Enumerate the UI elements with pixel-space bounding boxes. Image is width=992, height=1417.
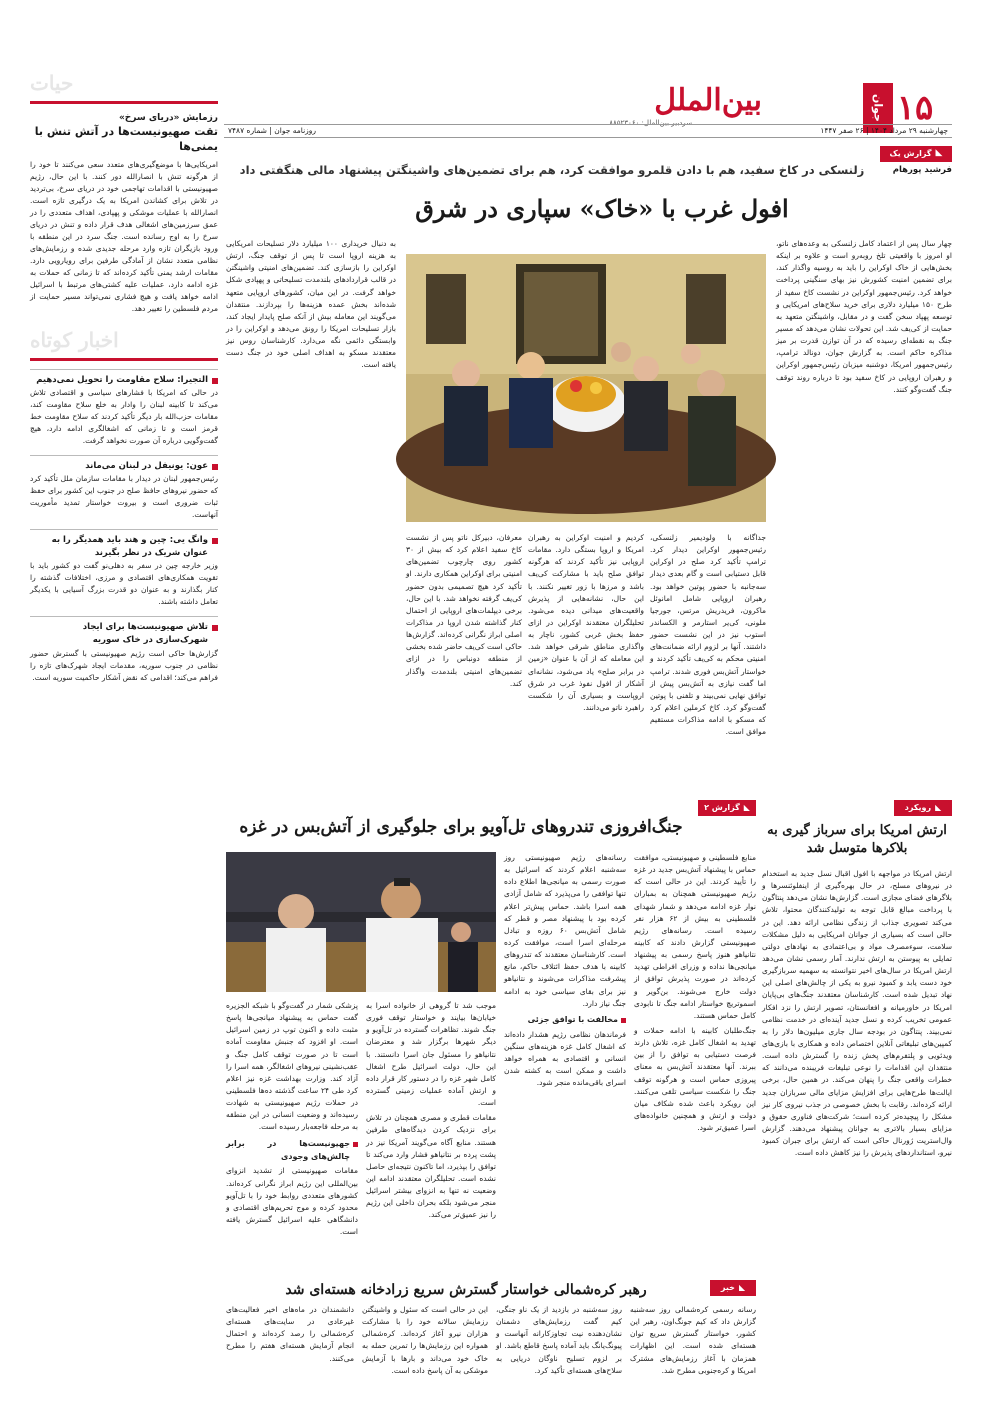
report-tag: ◣ گزارش یک [880,146,952,162]
nk-story [226,1280,756,1375]
sidebar-title: تقت صهیونیست‌ها در آتش تنش با یمنی‌ها [34,124,218,153]
nk-column-3: این در حالی است که سئول و واشینگتن رزمایش سالانه خود را با مشارکت هزاران نیرو آغاز کرده‌اند. کره‌شمالی همواره این رزمایش‌ها را تمرین حمله به خاک خود می‌داند و بارها با آزمایش موشکی به آن پاسخ داده است. [362,1305,488,1375]
bullet-icon [212,464,218,470]
nk-column-1: رسانه رسمی کره‌شمالی روز سه‌شنبه گزارش داد که کیم جونگ‌اون، رهبر این کشور، خواستار گسترش سریع توان هسته‌ای شده است. این اظهارات همزمان با آغاز رزمایش‌های مشترک امریکا و کره‌جنوبی مطرح شد. [630,1305,756,1375]
section-editor: سردبیر بین‌الملل: ۸۸۵۲۳۰۶۰ [609,119,692,127]
lead-headline: افول غرب با «خاک» سپاری در شرق [415,194,789,223]
brief-title: عون: یونیفل در لبنان می‌ماند [30,455,218,473]
gaza-column-1: منابع فلسطینی و صهیونیستی، موافقت حماس با پیشنهاد آتش‌بس جدید در غزه را تأیید کردند. این در حالی است که رژیم صهیونیستی همچنان به بمباران نوار غزه ادامه می‌دهد و شمار شهدای فلسطینی به بیش از ۶۲ هزار نفر رسیده است. رسانه‌های رژیم صهیونیستی گزارش دادند که کابینه نتانیاهو هنوز پاسخ رسمی به پیشنهاد میانجی‌ها نداده و وزرای افراطی تهدید کرده‌اند در صورت پذیرش توافق از دولت خارج می‌شوند. بن‌گویر و اسموتریچ خواستار ادامه جنگ تا نابودی کامل حماس هستند. جنگ‌طلبان کابینه با ادامه حملات و تهدید به اشغال کامل غزه، تلاش دارند فرصت دستیابی به توافق را از بین ببرند. آنها معتقدند آتش‌بس به معنای پیروزی حماس است و هرگونه توقف جنگ را شکست سیاسی تلقی می‌کنند. این رویکرد باعث شده شکاف میان دولت و ارتش و همچنین خانواده‌های اسرا عمیق‌تر شود. [634,853,756,1133]
sidebar [30,68,218,684]
nk-tag: ◣ خبر [710,1280,756,1296]
brief-text: در حالی که امریکا با فشارهای سیاسی و اقتصادی تلاش می‌کند تا کابینه لبنان را وادار به خلع سلاح مقاومت کند، مقامات حزب‌الله بار دیگر تأکید کردند که سلاح مقاومت خط قرمز است و تا زمانی که اشغالگری ادامه دارد، هیچ گفت‌وگویی درباره آن صورت نخواهد گرفت. [30,387,218,445]
knesset-ministers-photo [226,852,496,992]
arrow-icon: ◣ [743,802,750,812]
gaza-story [226,800,756,1270]
arrow-icon: ◣ [935,802,942,812]
gaza-subhead-2: جهیونیست‌ها در برابر چالش‌های وجودی [226,1138,358,1164]
brief-text: گزارش‌ها حاکی است رژیم صهیونیستی با گسترش حضور نظامی در جنوب سوریه، مقدمات ایجاد شهرک‌های تازه را فراهم می‌کند؛ اقدامی که نقض آشکار حاکمیت سوریه است. [30,648,218,682]
army-story [762,800,952,1370]
army-tag: ◣ رویکرد [894,800,952,816]
arrow-icon: ◣ [935,148,943,159]
page-number: ۱۵ [896,87,934,128]
lead-column-4: معرفان، دبیرکل ناتو پس از نشست کاخ سفید اعلام کرد که بیش از ۳۰ کشور روی چارچوب تضمین‌های امنیتی برای اوکراین همکاری دارند. او تأکید کرد هیچ تصمیمی بدون حضور کی‌یف گرفته نخواهد شد. با این حال، برخی دیپلمات‌های اروپایی از احتمال کنار گذاشته شدن اروپا در مذاکرات اصلی ابراز نگرانی کرده‌اند. گزارش‌ها حاکی است کی‌یف حاضر شده بخشی از منطقه دونباس را در ازای تضمین‌های امنیتی بلندمدت واگذار کند. [406,533,522,688]
brief-text: رئیس‌جمهور لبنان در دیدار با مقامات سازمان ملل تأکید کرد که حضور نیروهای حافظ صلح در جنوب این کشور برای حفظ ثبات ضروری است و بیروت خواستار تمدید مأموریت آنهاست. [30,473,218,519]
white-house-meeting-photo [406,254,766,522]
gaza-photo [226,852,496,992]
sidebar-body: امریکایی‌ها با موضع‌گیری‌های متعدد سعی می‌کنند تا خود را از هرگونه تنش با انصارالله دور کنند. با این حال، رژیم صهیونیستی با اقدامات تهاجمی خود در دریای سرخ، بی‌تردید در تلاش برای کشاندن امریکا به یک درگیری تازه است. انصارالله با عملیات موشکی و پهپادی، اهداف متعددی را در عمق سرزمین‌های اشغالی هدف قرار داده و تنش در دریای سرخ را به اوج رسانده است. جنگ سرد در این منطقه با ورود بازیگران تازه وارد مرحله جدیدی شده و رزمایش‌های نظامی متعدد نشان از آمادگی طرفین برای رویارویی دارد. مقامات ارشد یمنی تأکید کرده‌اند که تا زمانی که حملات به غزه ادامه دارد، عملیات علیه کشتی‌های مرتبط با اسرائیل ادامه خواهد یافت و هیچ فشاری نمی‌تواند مسیر حمایت از مردم فلسطین را تغییر دهد. [30,159,218,313]
brief-list [30,369,218,684]
sidebar-kicker: رزمایش «دریای سرخ» [118,113,218,123]
newspaper-logo: جوان [863,83,893,133]
lead-photo [406,254,766,522]
brief-title: تلاش صهیونیست‌ها برای ایجاد شهرک‌سازی در خاک سوریه [30,616,218,647]
gaza-column-3: موجب شد تا گروهی از خانواده اسرا به خیابان‌ها بیایند و خواستار توقف فوری جنگ شوند. تظاهرات گسترده در تل‌آویو و دیگر شهرها برگزار شد و معترضان نتانیاهو را مسئول جان اسرا دانستند. با این حال، دولت اسرائیل طرح اشغال کامل شهر غزه را در دستور کار قرار داده و ارتش آماده عملیات زمینی گسترده است. مقامات قطری و مصری همچنان در تلاش برای نزدیک کردن دیدگاه‌های طرفین هستند. منابع آگاه می‌گویند آمریکا نیز در پشت پرده بر نتانیاهو فشار وارد می‌کند تا توافق را بپذیرد، اما تاکنون نتیجه‌ای حاصل نشده است. تحلیلگران معتقدند ادامه این وضعیت نه تنها به انزوای بیشتر اسرائیل منجر می‌شود بلکه بحران داخلی این رژیم را نیز عمیق‌تر می‌کند. [366,1001,496,1220]
brief-title: التجیرا: سلاح مقاومت را تحویل نمی‌دهیم [30,369,218,387]
gaza-column-4: پزشکی شمار در گفت‌وگو با شبکه الجزیره گفت حماس به پیشنهاد میانجی‌ها پاسخ مثبت داده و اکنون توپ در زمین اسرائیل است. او افزود که جنبش مقاومت آماده است تا در صورت توقف کامل جنگ و عقب‌نشینی نیروهای اشغالگر، همه اسرا را آزاد کند. وزارت بهداشت غزه نیز اعلام کرد طی ۲۴ ساعت گذشته ده‌ها فلسطینی در حملات رژیم صهیونیستی به شهادت رسیده‌اند و وضعیت انسانی در این منطقه به مرحله فاجعه‌بار رسیده است. جهیونیست‌ها در برابر چالش‌های وجودی مقامات صهیونیستی از تشدید انزوای بین‌المللی این رژیم ابراز نگرانی کرده‌اند. کشورهای متعددی روابط خود را با تل‌آویو محدود کرده و موج تحریم‌های اقتصادی و دانشگاهی علیه اسرائیل گسترش یافته است. [226,1001,358,1237]
briefs-ghost-title: اخبار کوتاه [30,325,218,361]
bullet-icon [212,378,218,384]
lead-overline: زلنسکی در کاخ سفید، هم با دادن قلمرو موافقت کرد، هم برای تضمین‌های واشینگتن پیشنهاد مالی هنگفتی داد [239,163,865,177]
lead-story [226,146,952,786]
army-headline: ارتش امریکا برای سرباز گیری به بلاکرها متوسل شد [767,823,947,857]
nk-column-4: دانشمندان در ماه‌های اخیر فعالیت‌های غیرعادی در سایت‌های هسته‌ای کره‌شمالی را رصد کرده‌اند و احتمال انجام آزمایش هسته‌ای هفتم را مطرح می‌کنند. [226,1305,354,1363]
section-title: بین‌الملل [654,83,762,118]
bullet-icon [212,625,218,631]
paper-info: روزنامه جوان | شماره ۷۴۸۷ [228,126,317,136]
gaza-column-2: رسانه‌های رژیم صهیونیستی روز سه‌شنبه اعلام کردند که اسرائیل به صورت رسمی به میانجی‌ها اطلاع داده تنها توافقی را می‌پذیرد که شامل آزادی همه اسرا باشد. حماس پیش‌تر اعلام کرده بود با پیشنهاد مصر و قطر که شامل آتش‌بس ۶۰ روزه و تبادل مرحله‌ای اسرا است، موافقت کرده است. کارشناسان معتقدند که تندروهای کابینه با هدف حفظ ائتلاف حاکم، مانع پیشرفت مذاکرات می‌شوند و نتانیاهو نیز برای بقای سیاسی خود به ادامه جنگ نیاز دارد. مخالفت با توافق جزئی فرماندهان نظامی رژیم هشدار داده‌اند که اشغال کامل غزه هزینه‌های سنگین انسانی و اقتصادی به همراه خواهد داشت و ممکن است به کشته شدن اسرای باقی‌مانده منجر شود. [504,853,626,1088]
lead-column-2: جداگانه با ولودیمیر زلنسکی، رئیس‌جمهور اوکراین دیدار کرد. ترامپ تأکید کرد صلح در اوکراین قابل دستیابی است و گام بعدی دیدار سه‌جانبه با حضور پوتین خواهد بود. رهبران اروپایی شامل امانوئل ماکرون، فریدریش مرتس، جورجیا ملونی، کی‌یر استارمر و الکساندر استوب نیز در این نشست حضور داشتند. آنها بر لزوم ارائه ضمانت‌های امنیتی محکم به کی‌یف تأکید کردند و خواستار آتش‌بس فوری شدند. ترامپ اما گفت نیازی به آتش‌بس پیش از توافق نهایی نمی‌بیند و تلفنی با پوتین گفت‌وگو کرد. کاخ کرملین اعلام کرد که مسکو با ادامه مذاکرات مستقیم موافق است. [650,533,766,737]
reporter-name: فرشید پورهام [892,165,952,175]
nk-column-2: روز سه‌شنبه در بازدید از یک ناو جنگی، کیم گفت رزمایش‌های دشمنان نشان‌دهنده نیت تجاوزکارانه آنهاست و پیونگ‌یانگ باید آماده پاسخ قاطع باشد. او بر لزوم تسلیح ناوگان دریایی به سلاح‌های هسته‌ای تأکید کرد. [496,1305,622,1375]
dateline [224,124,952,138]
sidebar-headline [30,110,218,155]
gaza-headline: جنگ‌افروزی تندروهای تل‌آویو برای جلوگیری از آتش‌بس در غزه [239,817,683,837]
lead-column-1: چهار سال پس از اعتماد کامل زلنسکی به وعده‌های ناتو، او امروز با واقعیتی تلخ روبه‌رو است و علاوه بر اینکه بخش‌هایی از خاک اوکراین را باید به روسیه واگذار کند، برای تضمین امنیت کشورش نیز بهای سنگینی پرداخت خواهد کرد. رئیس‌جمهور اوکراین در نشست کاخ سفید از طرح ۱۵۰ میلیارد دلاری برای خرید سلاح‌های امریکایی و توسعه پهپاد سخن گفت و در مقابل، واشینگتن متعهد به حمایت از کی‌یف شد. این تحولات نشان می‌دهد که مسیر جنگ به نقطه‌ای رسیده که در آن توازن قدرت بر میز مذاکره حاکم است. به گزارش جوان، دونالد ترامپ، رئیس‌جمهور امریکا، دوشنبه میزبان رئیس‌جمهور اوکراین و رهبران اروپایی در کاخ سفید بود تا درباره روند توقف جنگ گفت‌وگو کنند. [776,239,952,394]
masthead [224,78,952,138]
brief-title: وانگ یی: چین و هند باید همدیگر را به عنوان شریک در نظر بگیرند [30,529,218,560]
sidebar-ghost-title: حیات [30,68,218,104]
arrow-icon: ◣ [738,1282,746,1292]
army-body: ارتش امریکا در مواجهه با افول اقبال نسل جدید به استخدام در نیروهای مسلح، در حال بهره‌گیری از اینفلوئنسرها و بلاگرهای فضای مجازی است. گزارش‌ها نشان می‌دهد پنتاگون با پرداخت مبالغ قابل توجه به تولیدکنندگان محتوا، تلاش می‌کند تصویری جذاب از زندگی نظامی ارائه دهد. این در حالی است که بسیاری از جوانان امریکایی به دلیل مشکلات سلامت، سوء‌مصرف مواد و بی‌اعتمادی به نهادهای دولتی تمایلی به پیوستن به ارتش ندارند. آمار رسمی نشان می‌دهد ارتش امریکا در سال‌های اخیر نتوانسته به سهمیه سربازگیری خود دست یابد و کمبود نیرو به یکی از چالش‌های اصلی این نهاد تبدیل شده است. کارشناسان معتقدند جنگ‌های بی‌پایان امریکا در خاورمیانه و افغانستان، تصویر ارتش را نزد افکار عمومی تخریب کرده و نسل جدید آینده‌ای در خدمت نظامی نمی‌بیند. پنتاگون در بودجه سال جاری میلیون‌ها دلار را به کمپین‌های تبلیغاتی آنلاین اختصاص داده و همکاری با بازی‌های ویدئویی و پلتفرم‌های پخش زنده را گسترش داده است. منتقدان این اقدامات را نوعی تبلیغات فریبنده می‌دانند که خطرات واقعی جنگ را پنهان می‌کند. در همین حال، برخی ایالت‌ها طرح‌هایی برای افزایش مزایای مالی سربازان جدید ارائه کرده‌اند. رقابت با بخش خصوصی در جذب نیروی کار نیز مشکل را پیچیده‌تر کرده است؛ شرکت‌های فناوری حقوق و مزایای بسیار بالاتری به جوانان پیشنهاد می‌دهند. گزارش وال‌استریت ژورنال حاکی است که ارتش برای جبران کمبود نیرو، استانداردهای پذیرش را نیز کاهش داده است. [762,869,952,1158]
nk-headline: رهبر کره‌شمالی خواستار گسترش سریع زرادخانه هسته‌ای شد [285,1282,647,1298]
brief-text: وزیر خارجه چین در سفر به دهلی‌نو گفت دو کشور باید با تقویت همکاری‌های اقتصادی و مرزی، اختلافات گذشته را کنار بگذارند و به عنوان دو قدرت بزرگ آسیایی با یکدیگر تعامل داشته باشند. [30,561,218,607]
issue-date: چهارشنبه ۲۹ مرداد ۱۴۰۴ | ۲۶ صفر ۱۴۴۷ [820,126,948,136]
lead-column-3: کردیم و امنیت اوکراین به رهبران امریکا و اروپا بستگی دارد. مقامات اروپایی نیز تأکید کردند که هرگونه توافق صلح باید با مشارکت کی‌یف باشد و مرزها با زور تغییر نکنند. با این حال، نشانه‌هایی از پذیرش واقعیت‌های میدانی دیده می‌شود. تحلیلگران معتقدند اوکراین در ازای حفظ بخش غربی کشور، ناچار به واگذاری مناطق شرقی خواهد شد. این معامله که از آن با عنوان «زمین در برابر صلح» یاد می‌شود، نشانه‌ای آشکار از افول نفوذ غرب در شرق اروپاست و بسیاری آن را شکست راهبرد ناتو می‌دانند. [528,533,644,712]
gaza-subhead-1: مخالفت با توافق جزئی [504,1014,626,1027]
bullet-icon [212,538,218,544]
lead-column-6: به دنبال خریداری ۱۰۰ میلیارد دلار تسلیحات امریکایی به هزینه اروپا است تا پس از توقف جنگ، ارتش اوکراین را بازسازی کند. تضمین‌های امنیتی واشینگتن در قالب قراردادهای بلندمدت تسلیحاتی و پهپادی شکل خواهد گرفت. در این میان، کشورهای اروپایی متعهد شده‌اند بخش عمده هزینه‌ها را بپردازند. منتقدان می‌گویند این معامله بیش از آنکه صلح پایدار ایجاد کند، بازار تسلیحات امریکا را رونق می‌دهد و اوکراین را در وابستگی دائمی نگه می‌دارد. کارشناسان روس نیز معتقدند مسکو به اهداف اصلی خود در جنگ دست یافته است. [226,239,396,370]
gaza-tag: ◣ گزارش ۲ [698,800,756,816]
